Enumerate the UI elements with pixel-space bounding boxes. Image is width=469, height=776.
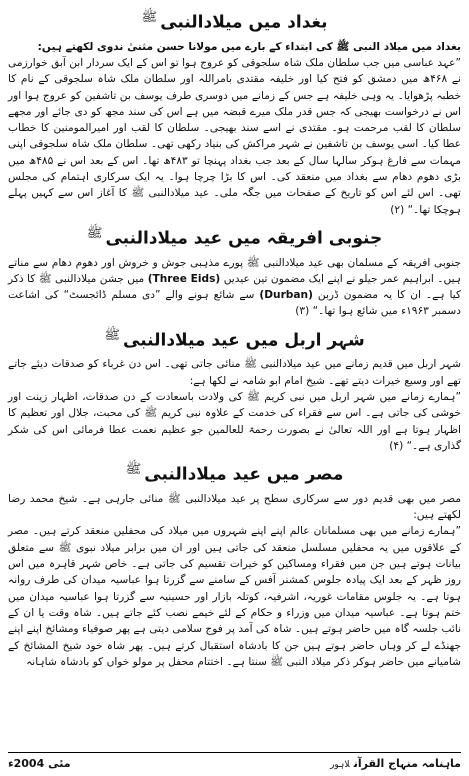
section-heading xyxy=(8,6,461,35)
issue-date: مئی 2004ء xyxy=(8,756,71,770)
quote-paragraph: ”ہمارے زمانے میں شہر اربل میں نبی کریم ﷺ کی ولادت باسعادت کے دن صدقات، اظہار زینت اور خوشی کی جاتی ہے۔ اس سے فقراء کی خدمت کے علاوہ نبی کریم ﷺ کی محبت، جلال اور تعظیم کا اظہار ہوتا ہے اور اللہ تعالیٰ نے بصورت رحمۃ للعالمین جو عظیم نعمت عطا فرمائی اس کی شکر گذاری ہے۔“ (۴) xyxy=(8,391,461,452)
journal-name: ماہنامہ منہاج القرآن xyxy=(353,756,461,770)
honorific-glyph: ﷺ xyxy=(125,462,142,478)
intro-paragraph: شہر اربل میں قدیم زمانے میں عید میلادالنبی ﷺ منائی جاتی تھی۔ اس دن غرباء کو صدقات دیئے جاتے تھے اور وسیع خیرات دیتے تھے۔ شیخ امام ابو شامہ نے لکھا ہے: xyxy=(8,358,461,387)
body-text-part: میں جشن میلادالنبی ﷺ کا ذکر کیا ہے۔ ان کا یہ مضمون ڈربن xyxy=(8,272,461,302)
heading-text: جنوبی افریقہ میں عید میلادالنبی xyxy=(105,228,383,249)
section-heading xyxy=(8,222,461,251)
section-egypt xyxy=(8,458,461,670)
section-arbil xyxy=(8,324,461,454)
heading-text: شہر اربل میں عید میلادالنبی xyxy=(123,330,365,351)
section-heading xyxy=(8,324,461,353)
heading-text: بغداد میں میلادالنبی xyxy=(160,12,328,33)
body-text-part: جنوبی افریقہ کے مسلمان بھی عید میلادالنبی ﷺ پورے مذہبی جوش و خروش اور دھوم دھام سے مناتے ہیں۔ ابراہیم عمر جیلو نے اپنے ایک مضمون تین عیدیں xyxy=(8,256,461,285)
intro-paragraph: بغداد میں میلاد النبی ﷺ کی ابتداء کے بارے میں مولانا حسن مثنیٰ ندوی لکھتے ہیں: xyxy=(37,40,461,53)
quote-paragraph: ”عہد عباسی میں جب سلطان ملک شاہ سلجوقی کو عروج ہوا تو اس کے ایک سردار ابن آبق خوارزمی نے ۴۶۸ھ میں دمشق کو فتح کیا اور خلیفہ مقتدی بامراللہ اور سلطان ملک شاہ سلجوقی کے نام کا خطبہ پڑھوایا۔ یہ وہی خلیفہ ہے جس کے زمانے میں دوسری طرف یوسف بن تاشفین کو عروج ہوا اور اس نے درخواست بھیجی کہ جس قدر ملک میرے قبضہ میں ہے اس کی سند مجھ کو دی جائے اور مجھے سلطان کا لقب مرحمت ہو۔ مقتدی نے اسے سند بھیجی۔ سلطان کا لقب اور امیرالمومنین کا خطاب عطا کیا۔ اسی یوسف بن تاشفین نے شہر مراکش کی بنیاد رکھی تھی۔ سلطان ملک شاہ سلجوقی اپنی مہمات سے فارغ ہوکر سالہا سال کے بعد جب بغداد پہنچا تو ۴۸۳ھ تھا۔ اس کے بعد اس نے ۴۸۵ھ میں بڑی دھوم دھام سے بغداد میں منعقد کی۔ اس کا بڑا چرچا ہوا۔ یہ ایک سرکاری اہتمام کی مجلس تھی۔ اس لئے اس کو تاریخ کے صفحات میں جگہ ملی۔ عید میلادالنبی ﷺ کا آغاز اس سے کہیں پہلے ہوچکا تھا۔“ (۲) xyxy=(8,56,462,216)
journal-city: لاہور xyxy=(330,759,350,770)
honorific-glyph: ﷺ xyxy=(86,225,103,241)
section-heading xyxy=(8,458,461,487)
body-text-part: سے شائع ہونے والے ”دی مسلم ڈائجسٹ“ کی اشاعت دسمبر ۱۹۶۳ء میں شائع ہوا تھا۔“ (۳) xyxy=(8,289,461,318)
honorific-glyph: ﷺ xyxy=(104,327,121,343)
page-footer xyxy=(8,752,461,773)
section-baghdad xyxy=(8,6,461,218)
heading-text: مصر میں عید میلادالنبی xyxy=(144,464,344,485)
intro-paragraph: مصر میں بھی قدیم دور سے سرکاری سطح پر عید میلادالنبی ﷺ منائی جارہی ہے۔ شیخ محمد رضا لکھتے ہیں: xyxy=(8,492,461,522)
english-term: (Durban) xyxy=(259,289,313,302)
english-term: (Three Eids) xyxy=(147,272,221,285)
section-south-africa xyxy=(8,222,461,320)
footer-journal xyxy=(330,757,461,770)
quote-paragraph: ”ہمارے زمانے میں بھی مسلمانان عالم اپنے اپنے شہروں میں میلاد کی محفلیں منعقد کرتے ہیں۔ مصر کے علاقوں میں یہ محفلیں مسلسل منعقد کی جاتی ہیں اور ان میں برابر میلاد نبوی ﷺ سے متعلق بیانات ہوتے ہیں جن میں فقراء ومساکین کو خیرات تقسیم کی جاتی ہے۔ خاص شہر قاہرہ میں اس روز ظہر کے بعد ایک پیادہ جلوس کمشنر آفس کے سامنے سے گزرتا ہوا عباسیہ میدان کی طرف روانہ ہوتا ہے۔ یہ جلوس مقامات غوریہ، اشرفیہ، کوتلہ بازار اور حسینیہ سے گزرتا ہوا عباسیہ میدان میں ختم ہوتا ہے۔ عباسیہ میدان میں وزراء و حکام کے لئے خیمے نصب کئے جاتے ہیں۔ شاہ وقت یا ان کے نائب جلسہ گاہ میں حاضر ہوتے ہیں۔ شاہ کی آمد پر فوج سلامی دیتی ہے پھر صوفیاء ومشائخ اپنے اپنے جھنڈے لے کر وہاں حاضر ہوتے ہیں جن کا بادشاہ استقبال کرتے ہیں۔ پھر شاہ خود شیخ المشائخ کے شامیانے میں حاضر ہوکر ذکر میلاد النبی ﷺ سنتا ہے۔ اختتام محفل پر مولو خواں کو بادشاہ شاہانہ xyxy=(8,525,461,668)
honorific-glyph: ﷺ xyxy=(141,10,158,25)
body-paragraph xyxy=(8,255,461,320)
